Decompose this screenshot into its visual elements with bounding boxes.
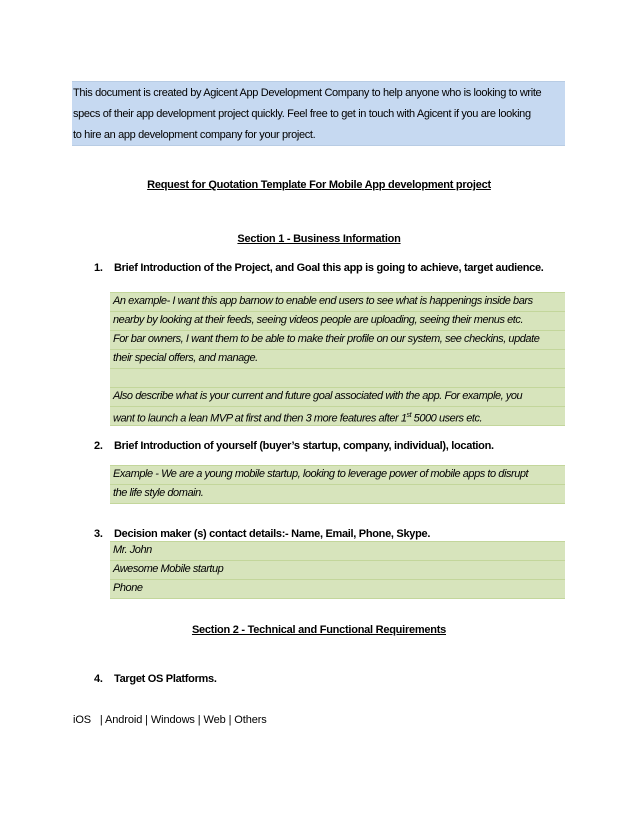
- intro-line: to hire an app development company for your project.: [73, 129, 316, 141]
- question-3: [94, 528, 430, 540]
- answer-line: Phone: [110, 579, 565, 599]
- question-number: 4.: [94, 673, 103, 685]
- question-text: Brief Introduction of yourself (buyer’s startup, company, individual), location.: [114, 440, 494, 452]
- answer-line: Also describe what is your current and future goal associated with the app. For example, you: [110, 387, 565, 406]
- section-2-heading: Section 2 - Technical and Functional Requirements: [191, 624, 447, 636]
- answer-box-2: [110, 465, 565, 504]
- answer-line-blank: [110, 368, 565, 387]
- question-number: 1.: [94, 262, 103, 274]
- answer-line: For bar owners, I want them to be able to make their profile on our system, see checkins, update: [110, 330, 565, 349]
- intro-line: specs of their app development project quickly. Feel free to get in touch with Agicent if you are looking: [73, 108, 531, 120]
- document-title: Request for Quotation Template For Mobile App development project: [147, 179, 491, 191]
- question-text: Decision maker (s) contact details:- Name, Email, Phone, Skype.: [114, 528, 431, 540]
- question-text: Target OS Platforms.: [114, 673, 217, 685]
- question-text: Brief Introduction of the Project, and Goal this app is going to achieve, target audience.: [114, 262, 544, 274]
- ordinal-suffix: st: [406, 412, 412, 419]
- answer-line: the life style domain.: [110, 484, 565, 504]
- answer-line: An example- I want this app barnow to enable end users to see what is happenings inside bars: [110, 292, 565, 311]
- platform-options: iOS | Android | Windows | Web | Others: [73, 714, 267, 726]
- answer-line: [110, 406, 565, 426]
- answer-text: want to launch a lean MVP at first and then 3 more features after 1: [113, 412, 407, 425]
- question-number: 3.: [94, 528, 103, 540]
- answer-line: Example - We are a young mobile startup, looking to leverage power of mobile apps to disrupt: [110, 465, 565, 484]
- answer-line: Awesome Mobile startup: [110, 560, 565, 579]
- answer-box-3: [110, 541, 565, 599]
- question-number: 2.: [94, 440, 103, 452]
- answer-line: nearby by looking at their feeds, seeing videos people are uploading, seeing their menus etc.: [110, 311, 565, 330]
- section-1-heading: Section 1 - Business Information: [237, 233, 401, 245]
- answer-text: 5000 users etc.: [411, 412, 483, 425]
- answer-line: Mr. John: [110, 541, 565, 560]
- intro-note-box: [72, 81, 565, 146]
- intro-line: This document is created by Agicent App Development Company to help anyone who is looking to write: [73, 87, 542, 99]
- question-1: [94, 262, 544, 274]
- question-4: [94, 673, 217, 685]
- answer-box-1: [110, 292, 565, 426]
- answer-line: their special offers, and manage.: [110, 349, 565, 368]
- question-2: [94, 440, 494, 452]
